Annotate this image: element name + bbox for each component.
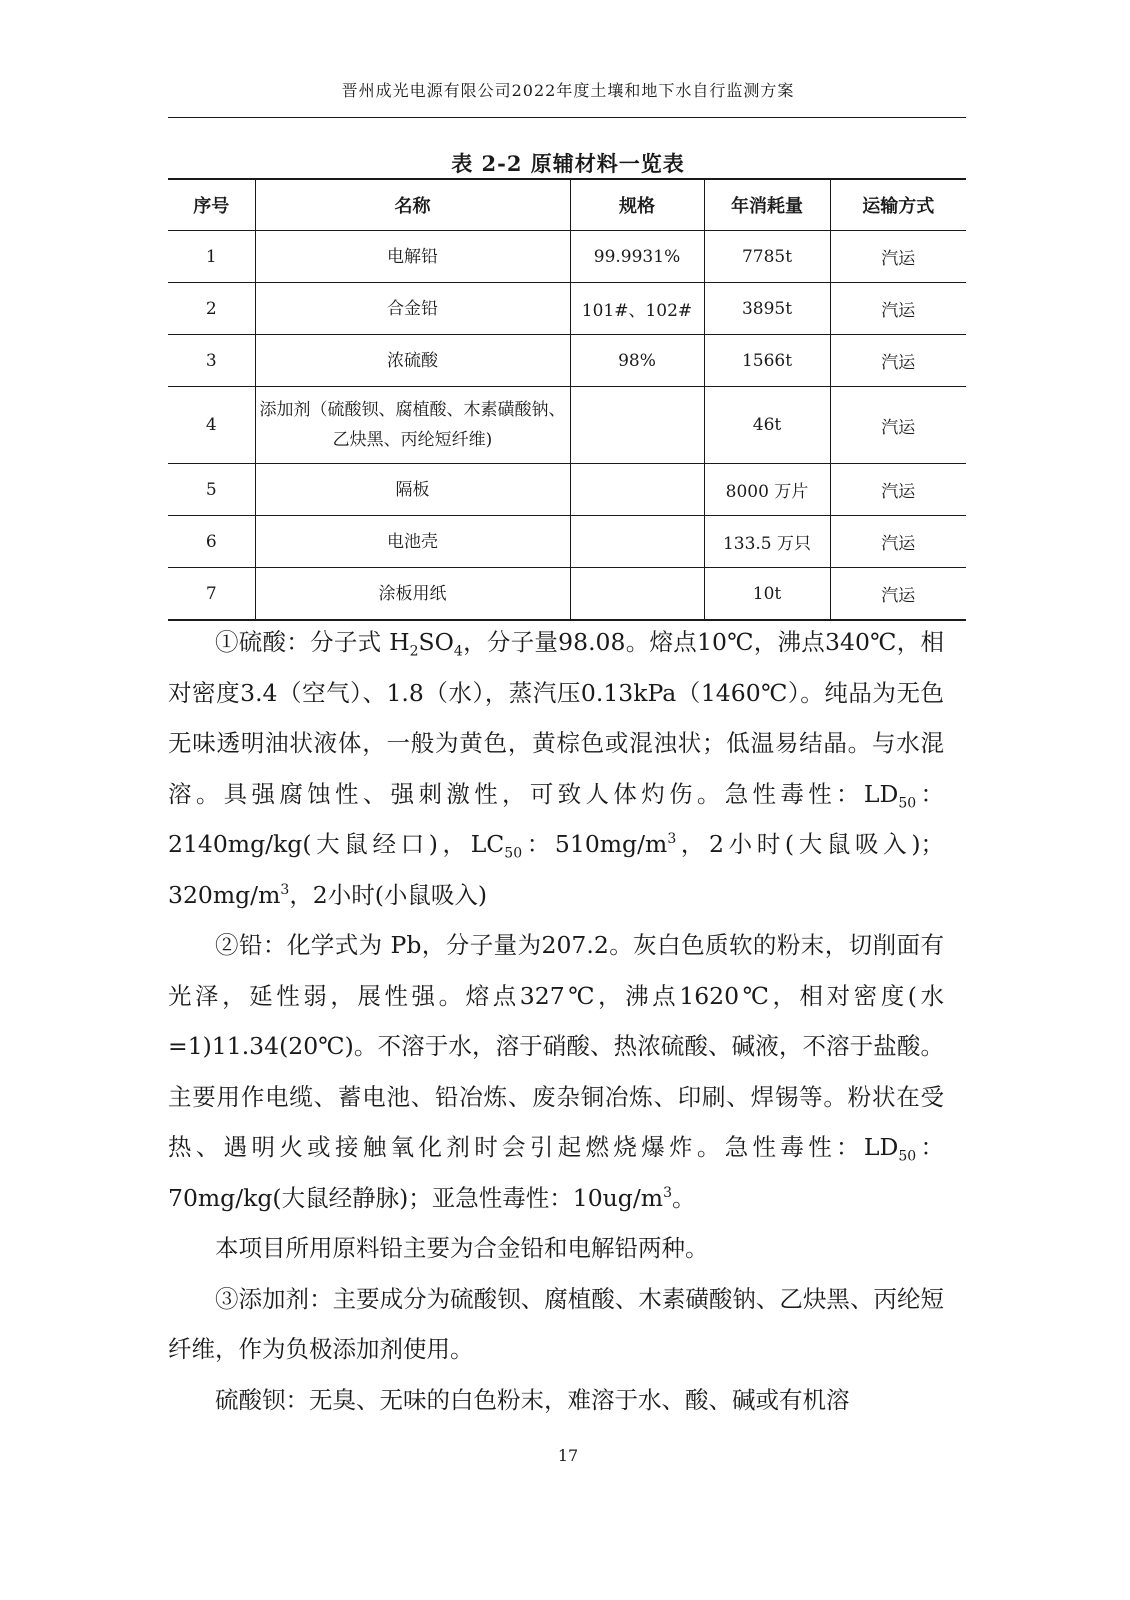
cell-name: 涂板用纸	[255, 568, 570, 621]
cell-spec	[570, 464, 704, 516]
cell-amount: 7785t	[704, 231, 830, 283]
subscript: 50	[504, 845, 523, 862]
table-row	[168, 283, 966, 335]
cell-transport: 汽运	[830, 231, 966, 283]
text-run: ：510mg/m	[522, 830, 668, 858]
paragraph-sulfuric-acid	[168, 617, 944, 920]
materials-table	[168, 178, 966, 621]
cell-no: 7	[168, 568, 255, 621]
table-row	[168, 231, 966, 283]
cell-transport: 汽运	[830, 516, 966, 568]
text-run: ：70mg/kg(大鼠经静脉)；亚急性毒性：10ug/m	[168, 1133, 945, 1212]
table-row	[168, 568, 966, 621]
cell-spec	[570, 568, 704, 621]
table-row	[168, 516, 966, 568]
subscript: 2	[409, 643, 419, 660]
page-number: 17	[557, 1446, 579, 1465]
cell-transport: 汽运	[830, 568, 966, 621]
text-run: SO	[418, 628, 454, 656]
cell-name: 添加剂（硫酸钡、腐植酸、木素磺酸钠、乙炔黑、丙纶短纤维)	[255, 387, 570, 464]
cell-amount: 3895t	[704, 283, 830, 335]
body-text	[168, 617, 944, 1425]
cell-spec: 98%	[570, 335, 704, 387]
text-run: ，2小时(小鼠吸入)	[289, 880, 488, 909]
table-row	[168, 464, 966, 516]
paragraph-additive: ③添加剂：主要成分为硫酸钡、腐植酸、木素磺酸钠、乙炔黑、丙纶短纤维，作为负极添加剂使用。	[168, 1284, 944, 1363]
table-row	[168, 335, 966, 387]
cell-name: 浓硫酸	[255, 335, 570, 387]
text-run: ①硫酸：分子式 H	[215, 628, 410, 656]
header-rule	[168, 117, 966, 118]
cell-amount: 1566t	[704, 335, 830, 387]
cell-name: 电解铅	[255, 231, 570, 283]
paragraph-lead-source: 本项目所用原料铅主要为合金铅和电解铅两种。	[215, 1234, 709, 1262]
cell-name: 合金铅	[255, 283, 570, 335]
column-header-amount: 年消耗量	[704, 179, 830, 231]
table-title: 表 2-2 原辅材料一览表	[451, 151, 685, 176]
column-header-no: 序号	[168, 179, 255, 231]
paragraph-lead	[168, 920, 944, 1223]
cell-name: 隔板	[255, 464, 570, 516]
cell-amount: 133.5 万只	[704, 516, 830, 568]
cell-amount: 8000 万片	[704, 464, 830, 516]
text-run: ②铅：化学式为 Pb，分子量为207.2。灰白色质软的粉末，切削面有光泽，延性弱，展性强。熔点327℃，沸点1620℃，相对密度(水=1)11.34(20℃)。不溶于水，溶于硝酸、热浓硫酸、碱液，不溶于盐酸。主要用作电缆、蓄电池、铅冶炼、废杂铜冶炼、印刷、焊锡等。粉状在受热、遇明火或接触氧化剂时会引起燃烧爆炸。急性毒性：LD	[168, 931, 944, 1161]
cell-amount: 10t	[704, 568, 830, 621]
cell-spec: 101#、102#	[570, 283, 704, 335]
cell-transport: 汽运	[830, 387, 966, 464]
cell-no: 1	[168, 231, 255, 283]
table-header-row	[168, 179, 966, 231]
text-run: ，分子量98.08。熔点10℃，沸点340℃，相对密度3.4（空气）、1.8（水），蒸汽压0.13kPa（1460℃）。纯品为无色无味透明油状液体，一般为黄色，黄棕色或混浊状；低温易结晶。与水混溶。具强腐蚀性、强刺激性，可致人体灼伤。急性毒性：LD	[168, 628, 944, 808]
cell-transport: 汽运	[830, 283, 966, 335]
table-row	[168, 387, 966, 464]
subscript: 4	[453, 643, 463, 660]
cell-no: 4	[168, 387, 255, 464]
cell-spec	[570, 516, 704, 568]
subscript: 50	[898, 795, 917, 812]
column-header-transport: 运输方式	[830, 179, 966, 231]
page-header: 晋州成光电源有限公司2022年度土壤和地下水自行监测方案	[341, 81, 795, 100]
cell-amount: 46t	[704, 387, 830, 464]
cell-no: 2	[168, 283, 255, 335]
text-run: ，2小时(大鼠吸入)；320mg/m	[168, 830, 944, 909]
column-header-name: 名称	[255, 179, 570, 231]
subscript: 50	[898, 1148, 917, 1165]
cell-transport: 汽运	[830, 464, 966, 516]
paragraph-barium-sulfate: 硫酸钡：无臭、无味的白色粉末，难溶于水、酸、碱或有机溶	[215, 1385, 850, 1414]
cell-spec: 99.9931%	[570, 231, 704, 283]
superscript: 3	[663, 1184, 672, 1201]
cell-no: 6	[168, 516, 255, 568]
superscript: 3	[280, 881, 290, 898]
column-header-spec: 规格	[570, 179, 704, 231]
cell-name: 电池壳	[255, 516, 570, 568]
text-run: 。	[671, 1183, 696, 1212]
cell-no: 5	[168, 464, 255, 516]
cell-spec	[570, 387, 704, 464]
superscript: 3	[667, 831, 677, 848]
cell-transport: 汽运	[830, 335, 966, 387]
cell-no: 3	[168, 335, 255, 387]
text-run: ：2140mg/kg(大鼠经口)，LC	[168, 779, 945, 858]
